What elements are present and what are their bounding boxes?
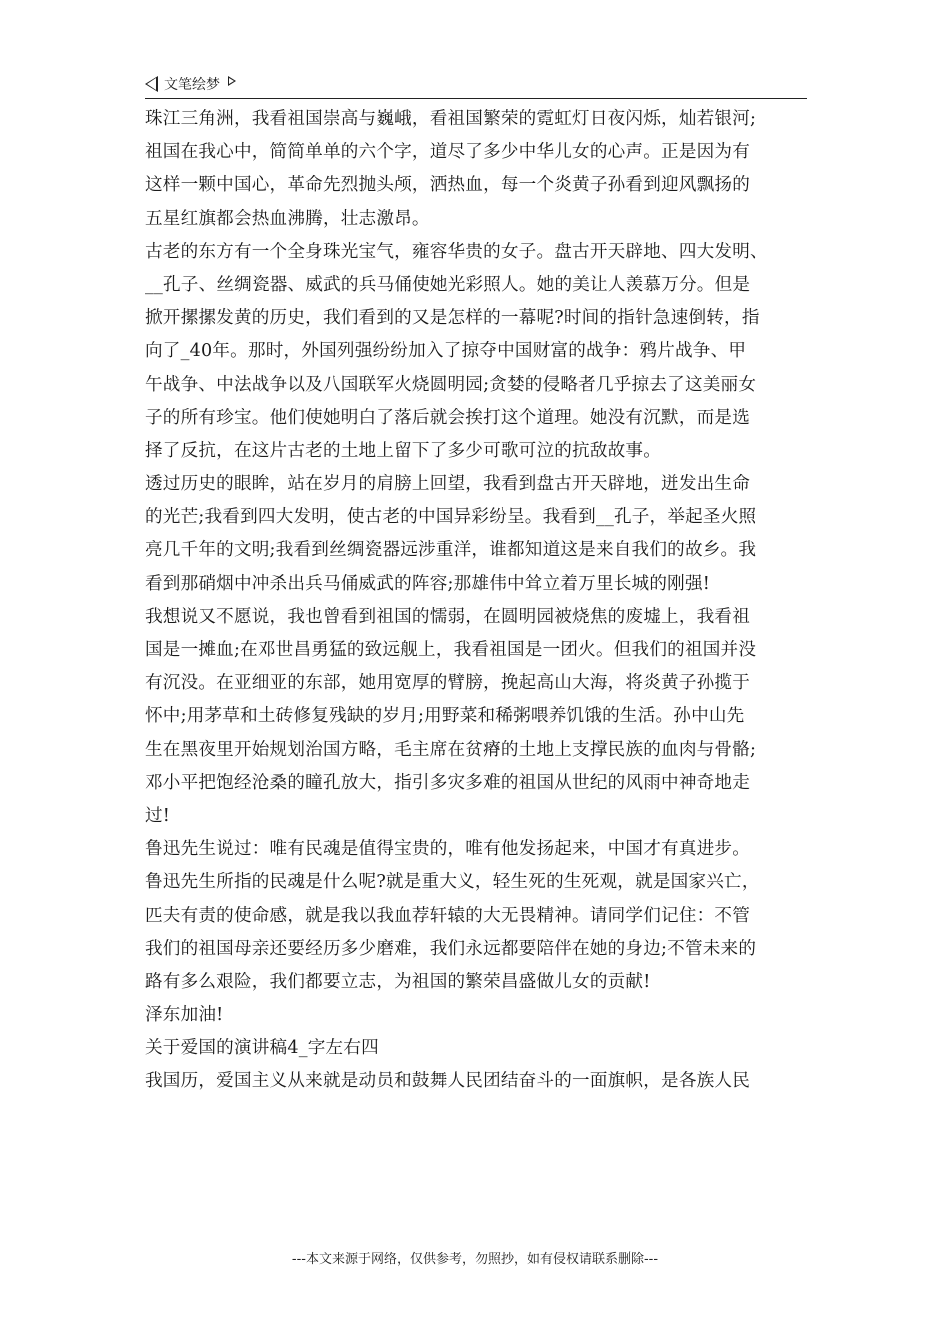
text-line: 看到那硝烟中冲杀出兵马俑威武的阵容;那雄伟中耸立着万里长城的刚强! (145, 573, 711, 594)
text-line: 泽东加油! (145, 1005, 224, 1026)
text-line: 五星红旗都会热血沸腾，壮志激昂。 (145, 208, 430, 229)
text-line: 古老的东方有一个全身珠光宝气，雍容华贵的女子。盘古开天辟地、四大发明、 (145, 241, 768, 262)
text-line: 掀开摞摞发黄的历史，我们看到的又是怎样的一幕呢?时间的指针急速倒转，指 (145, 308, 760, 329)
text-line: 透过历史的眼眸，站在岁月的肩膀上回望，我看到盘古开天辟地，迸发出生命 (145, 474, 750, 495)
page-footer: ---本文来源于网络，仅供参考，勿照抄，如有侵权请联系删除--- (291, 1252, 659, 1267)
text-line: 亮几千年的文明;我看到丝绸瓷器远涉重洋，谁都知道这是来自我们的故乡。我 (145, 540, 757, 561)
text-line: 祖国在我心中，简简单单的六个字，道尽了多少中华儿女的心声。正是因为有 (145, 142, 750, 163)
document-body (145, 103, 813, 1099)
triangle-left-icon (145, 76, 158, 92)
text-line: 我想说又不愿说，我也曾看到祖国的懦弱，在圆明园被烧焦的废墟上，我看祖 (145, 606, 750, 627)
text-line: 邓小平把饱经沧桑的瞳孔放大，指引多灾多难的祖国从世纪的风雨中神奇地走 (145, 772, 750, 793)
text-line: 珠江三角洲，我看祖国崇高与巍峨，看祖国繁荣的霓虹灯日夜闪烁，灿若银河; (145, 109, 757, 129)
text-line: 生在黑夜里开始规划治国方略，毛主席在贫瘠的土地上支撑民族的血肉与骨骼; (145, 739, 757, 760)
text-line: 匹夫有责的使命感，就是我以我血荐轩辕的大无畏精神。请同学们记住：不管 (145, 905, 750, 926)
text-line: 择了反抗，在这片古老的土地上留下了多少可歌可泣的抗敌故事。 (145, 440, 662, 461)
text-line: 向了_40年。那时，外国列强纷纷加入了掠夺中国财富的战争：鸦片战争、甲 (145, 341, 747, 362)
text-line: 子的所有珍宝。他们使她明白了落后就会挨打这个道理。她没有沉默，而是选 (145, 407, 750, 428)
text-line: 我们的祖国母亲还要经历多少磨难，我们永远都要陪伴在她的身边;不管未来的 (145, 938, 757, 959)
text-line: 有沉没。在亚细亚的东部，她用宽厚的臂膀，挽起高山大海，将炎黄子孙揽于 (145, 673, 750, 694)
triangle-right-icon (228, 76, 236, 86)
text-line: 国是一摊血;在邓世昌勇猛的致远舰上，我看祖国是一团火。但我们的祖国并没 (145, 640, 757, 660)
text-line: 过! (145, 805, 171, 826)
header-bar (145, 72, 807, 96)
header-title: 文笔绘梦 (164, 77, 220, 93)
text-line: __孔子、丝绸瓷器、威武的兵马俑使她光彩照人。她的美让人羡慕万分。但是 (145, 274, 751, 295)
section-title: 关于爱国的演讲稿4_字左右四 (145, 1038, 379, 1059)
text-line: 鲁迅先生所指的民魂是什么呢?就是重大义，轻生死的生死观，就是国家兴亡， (145, 872, 760, 893)
text-line: 的光芒;我看到四大发明，使古老的中国异彩纷呈。我看到__孔子，举起圣火照 (145, 507, 757, 528)
text-line: 怀中;用茅草和土砖修复残缺的岁月;用野菜和稀粥喂养饥饿的生活。孙中山先 (145, 706, 745, 727)
text-line: 鲁迅先生说过：唯有民魂是值得宝贵的，唯有他发扬起来，中国才有真进步。 (145, 839, 750, 860)
page-header (145, 72, 807, 99)
text-line: 午战争、中法战争以及八国联军火烧圆明园;贪婪的侵略者几乎掠去了这美丽女 (145, 374, 757, 395)
text-line: 我国历，爱国主义从来就是动员和鼓舞人民团结奋斗的一面旗帜，是各族人民 (145, 1071, 750, 1092)
text-line: 这样一颗中国心，革命先烈抛头颅，洒热血，每一个炎黄子孙看到迎风飘扬的 (145, 175, 750, 196)
text-line: 路有多么艰险，我们都要立志，为祖国的繁荣昌盛做儿女的贡献! (145, 971, 651, 992)
